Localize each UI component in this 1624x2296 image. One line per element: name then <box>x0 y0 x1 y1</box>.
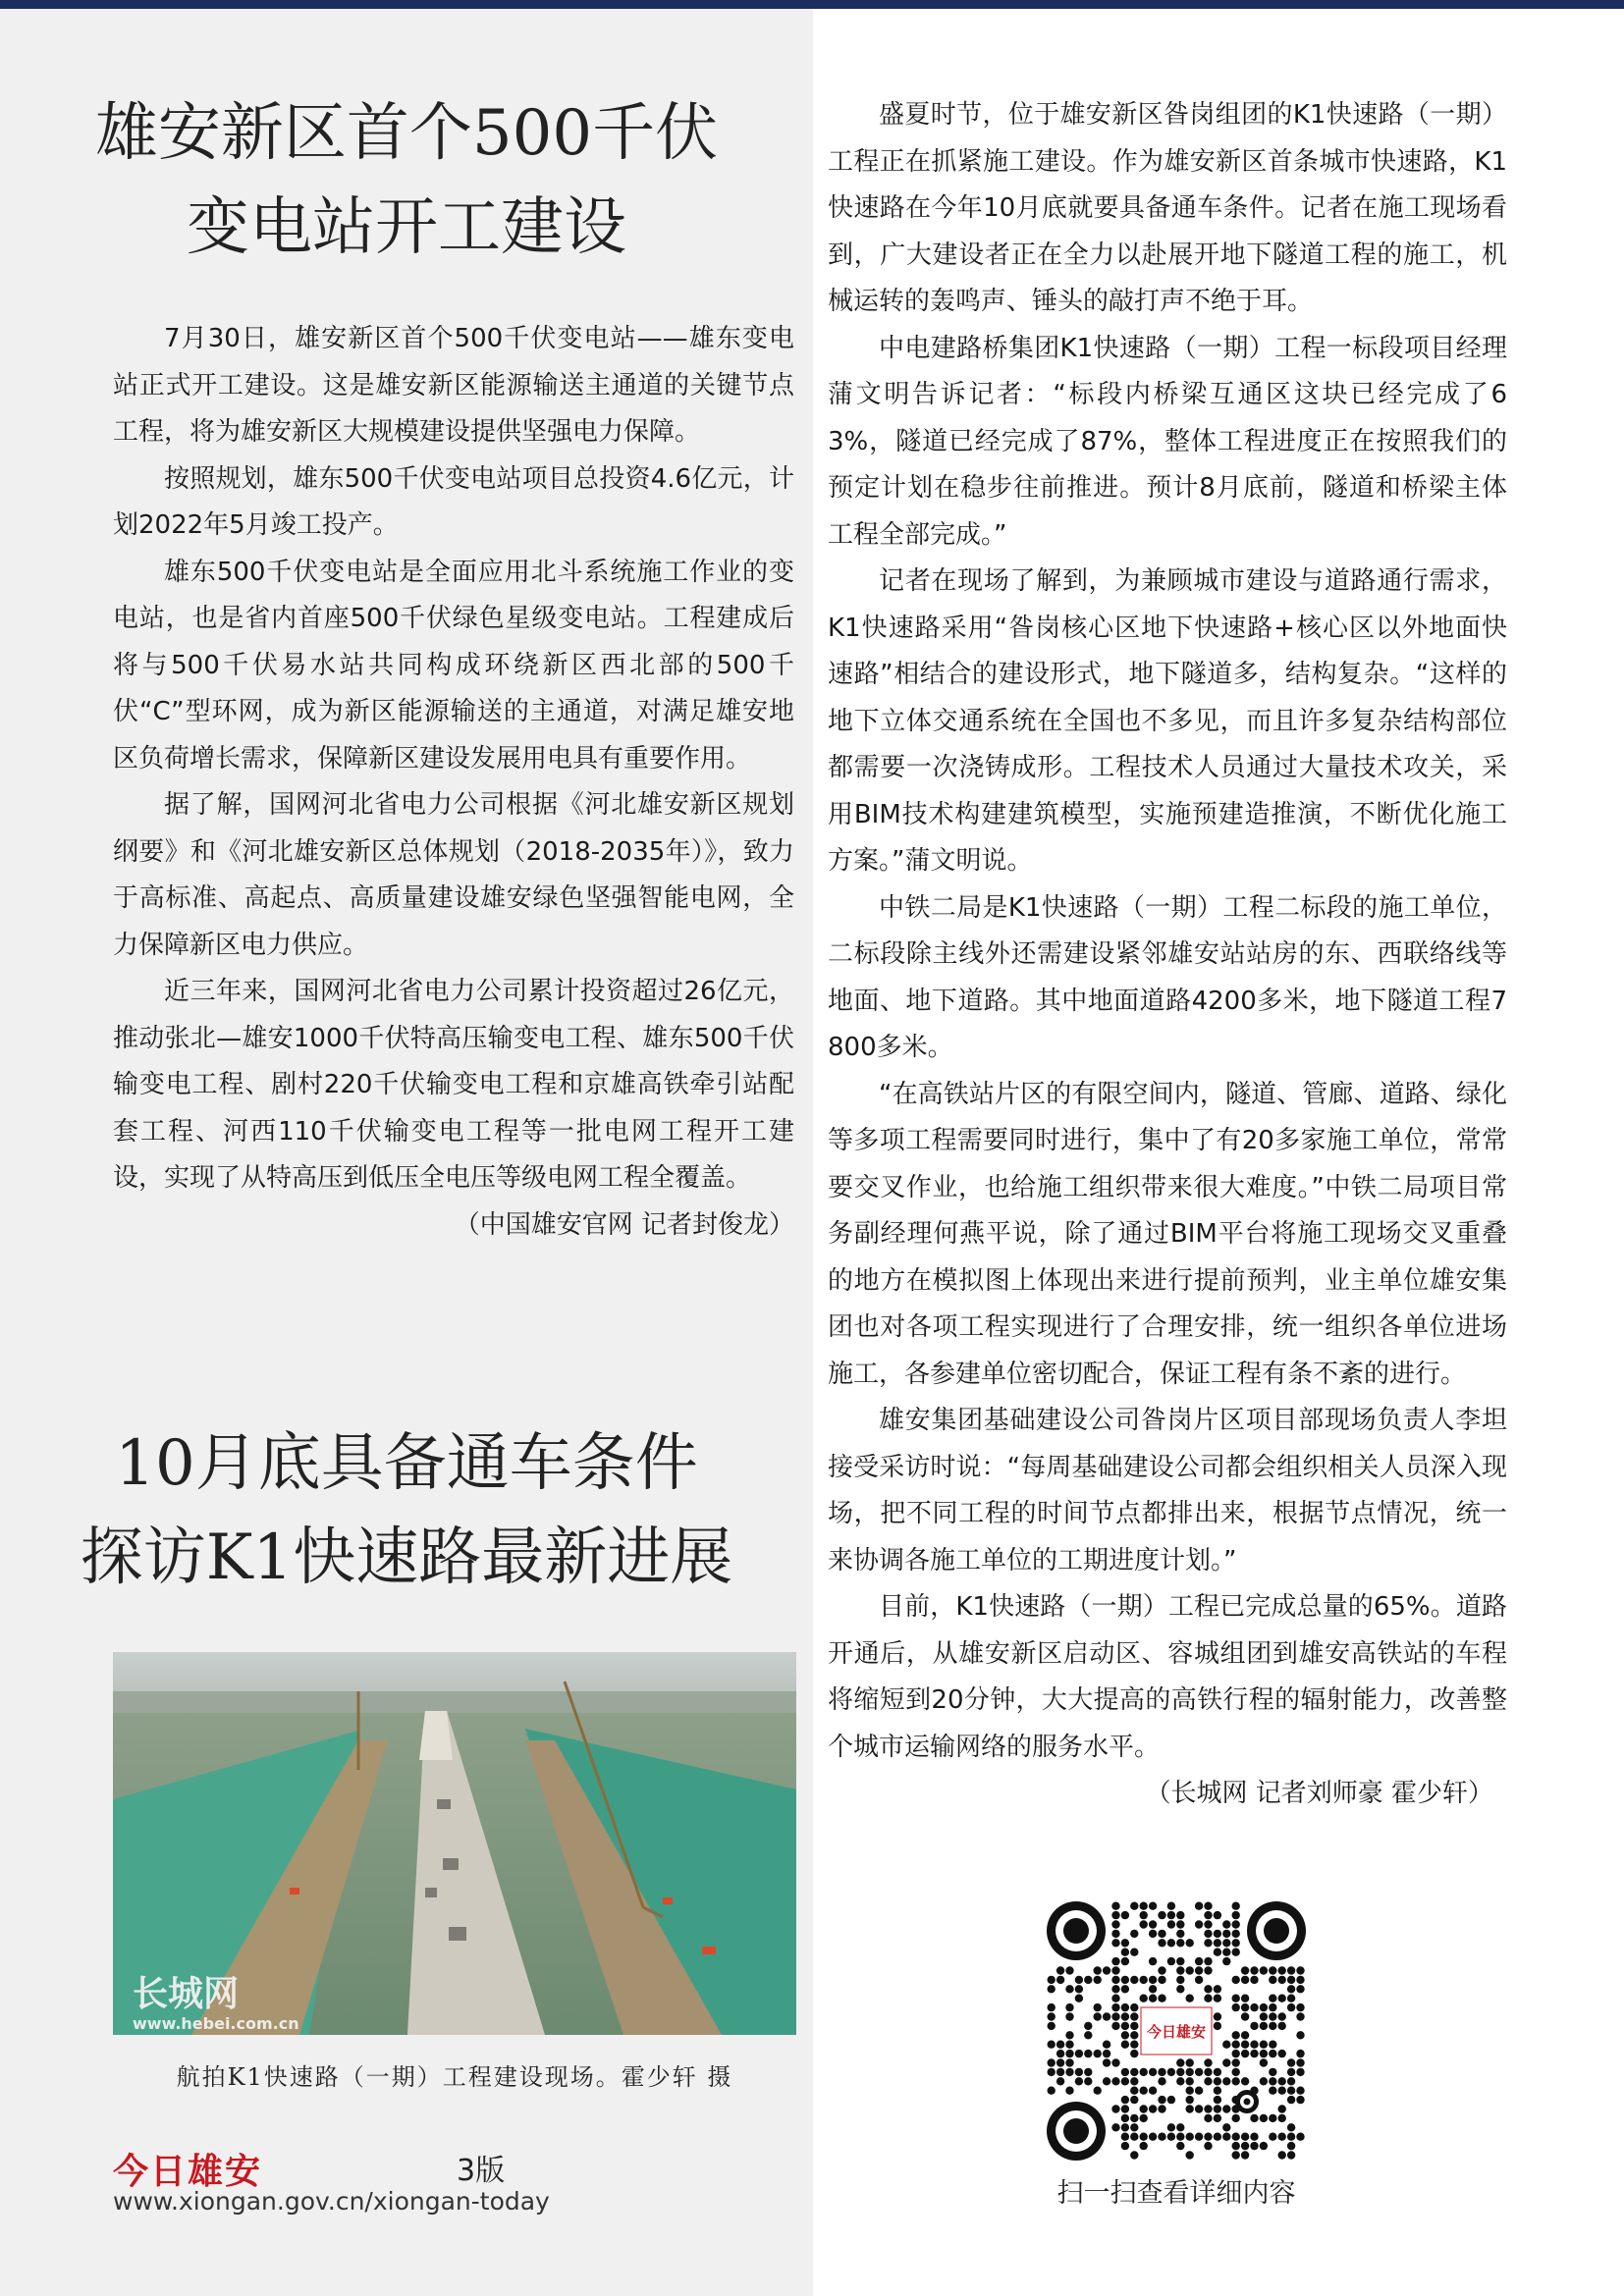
article2-title-line2: 探访K1快速路最新进展 <box>80 1522 733 1594</box>
article1-source: （中国雄安官网 记者封俊龙） <box>454 1209 794 1240</box>
article1-title-line2: 变电站开工建设 <box>187 191 626 264</box>
footer-url[interactable]: www.xiongan.gov.cn/xiongan-today <box>113 2187 550 2216</box>
article2-title-line1: 10月底具备通车条件 <box>115 1427 698 1500</box>
footer-logo: 今日雄安 <box>113 2151 263 2192</box>
article1-paragraph: 据了解，国网河北省电力公司根据《河北雄安新区规划纲要》和《河北雄安新区总体规划（2018-2035年）》，致力于高标准、高起点、高质量建设雄安绿色坚强智能电网，全力保障新区电力供应。 <box>113 790 794 960</box>
article2-title <box>39 1416 774 1605</box>
article2-source: （长城网 记者刘师豪 霍少轩） <box>1145 1779 1493 1808</box>
qr-caption: 扫一扫查看详细内容 <box>1056 2178 1296 2209</box>
article1-title <box>39 86 774 275</box>
qr-center-logo: 今日雄安 <box>1146 2023 1207 2041</box>
article1-body <box>113 316 794 1249</box>
article1-title-line1: 雄安新区首个500千伏 <box>94 97 719 170</box>
article1-paragraph: 7月30日，雄安新区首个500千伏变电站——雄东变电站正式开工建设。这是雄安新区能源输送主通道的关键节点工程，将为雄安新区大规模建设提供坚强电力保障。 <box>113 324 794 447</box>
article1-paragraph <box>113 969 794 1240</box>
photo-caption: 航拍K1快速路（一期）工程建设现场。霍少轩 摄 <box>176 2063 733 2091</box>
top-accent-bar <box>0 0 1624 9</box>
article2-paragraph: 盛夏时节，位于雄安新区昝岗组团的K1快速路（一期）工程正在抓紧施工建设。作为雄安新区首条城市快速路，K1快速路在今年10月底就要具备通车条件。记者在施工现场看到，广大建设者正在全力以赴展开地下隧道工程的施工，机械运转的轰鸣声、锤头的敲打声不绝于耳。 <box>828 100 1507 316</box>
article1-paragraph: 按照规划，雄东500千伏变电站项目总投资4.6亿元，计划2022年5月竣工投产。 <box>113 463 794 540</box>
photo-watermark-url: www.hebei.com.cn <box>133 2014 299 2033</box>
qr-code[interactable] <box>1047 1901 1306 2161</box>
article2-paragraph: 雄安集团基础建设公司昝岗片区项目部现场负责人李坦接受采访时说：“每周基础建设公司都会组织相关人员深入现场，把不同工程的时间节点都排出来，根据节点情况，统一来协调各施工单位的工期进度计划。” <box>828 1406 1507 1575</box>
construction-aerial-photo <box>113 1652 796 2035</box>
photo-watermark-logo: 长城网 <box>133 1973 240 2014</box>
article1-paragraph-text: 近三年来，国网河北省电力公司累计投资超过26亿元，推动张北—雄安1000千伏特高压输变电工程、雄东500千伏输变电工程、剧村220千伏输变电工程和京雄高铁牵引站配套工程、河西110千伏输变电工程等一批电网工程开工建设，实现了从特高压到低压全电压等级电网工程全覆盖。 <box>113 977 794 1193</box>
article2-paragraph: 目前，K1快速路（一期）工程已完成总量的65%。道路开通后，从雄安新区启动区、容城组团到雄安高铁站的车程将缩短到20分钟，大大提高的高铁行程的辐射能力，改善整个城市运输网络的服务水平。 <box>828 1592 1507 1762</box>
article2-paragraph: 中电建路桥集团K1快速路（一期）工程一标段项目经理蒲文明告诉记者：“标段内桥梁互通区这块已经完成了63%，隧道已经完成了87%，整体工程进度正在按照我们的预定计划在稳步往前推进。预计8月底前，隧道和桥梁主体工程全部完成。” <box>828 333 1507 550</box>
article1-paragraph: 雄东500千伏变电站是全面应用北斗系统施工作业的变电站，也是省内首座500千伏绿色星级变电站。工程建成后将与500千伏易水站共同构成环绕新区西北部的500千伏“C”型环网，成为新区能源输送的主通道，对满足雄安地区负荷增长需求，保障新区建设发展用电具有重要作用。 <box>113 557 794 774</box>
article2-body <box>828 92 1507 1818</box>
footer-page-number: 3版 <box>457 2154 506 2188</box>
article2-paragraph: 记者在现场了解到，为兼顾城市建设与道路通行需求，K1快速路采用“昝岗核心区地下快速路+核心区以外地面快速路”相结合的建设形式，地下隧道多，结构复杂。“这样的地下立体交通系统在全国也不多见，而且许多复杂结构部位都需要一次浇铸成形。工程技术人员通过大量技术攻关，采用BIM技术构建建筑模型，实施预建造推演，不断优化施工方案。”蒲文明说。 <box>828 566 1507 876</box>
article2-paragraph: “在高铁站片区的有限空间内，隧道、管廊、道路、绿化等多项工程需要同时进行，集中了有20多家施工单位，常常要交叉作业，也给施工组织带来很大难度。”中铁二局项目常务副经理何燕平说，除了通过BIM平台将施工现场交叉重叠的地方在模拟图上体现出来进行提前预判，业主单位雄安集团也对各项工程实现进行了合理安排，统一组织各单位进场施工，各参建单位密切配合，保证工程有条不紊的进行。 <box>828 1079 1507 1389</box>
article2-paragraph: 中铁二局是K1快速路（一期）工程二标段的施工单位，二标段除主线外还需建设紧邻雄安站站房的东、西联络线等地面、地下道路。其中地面道路4200多米，地下隧道工程7800多米。 <box>828 892 1507 1062</box>
